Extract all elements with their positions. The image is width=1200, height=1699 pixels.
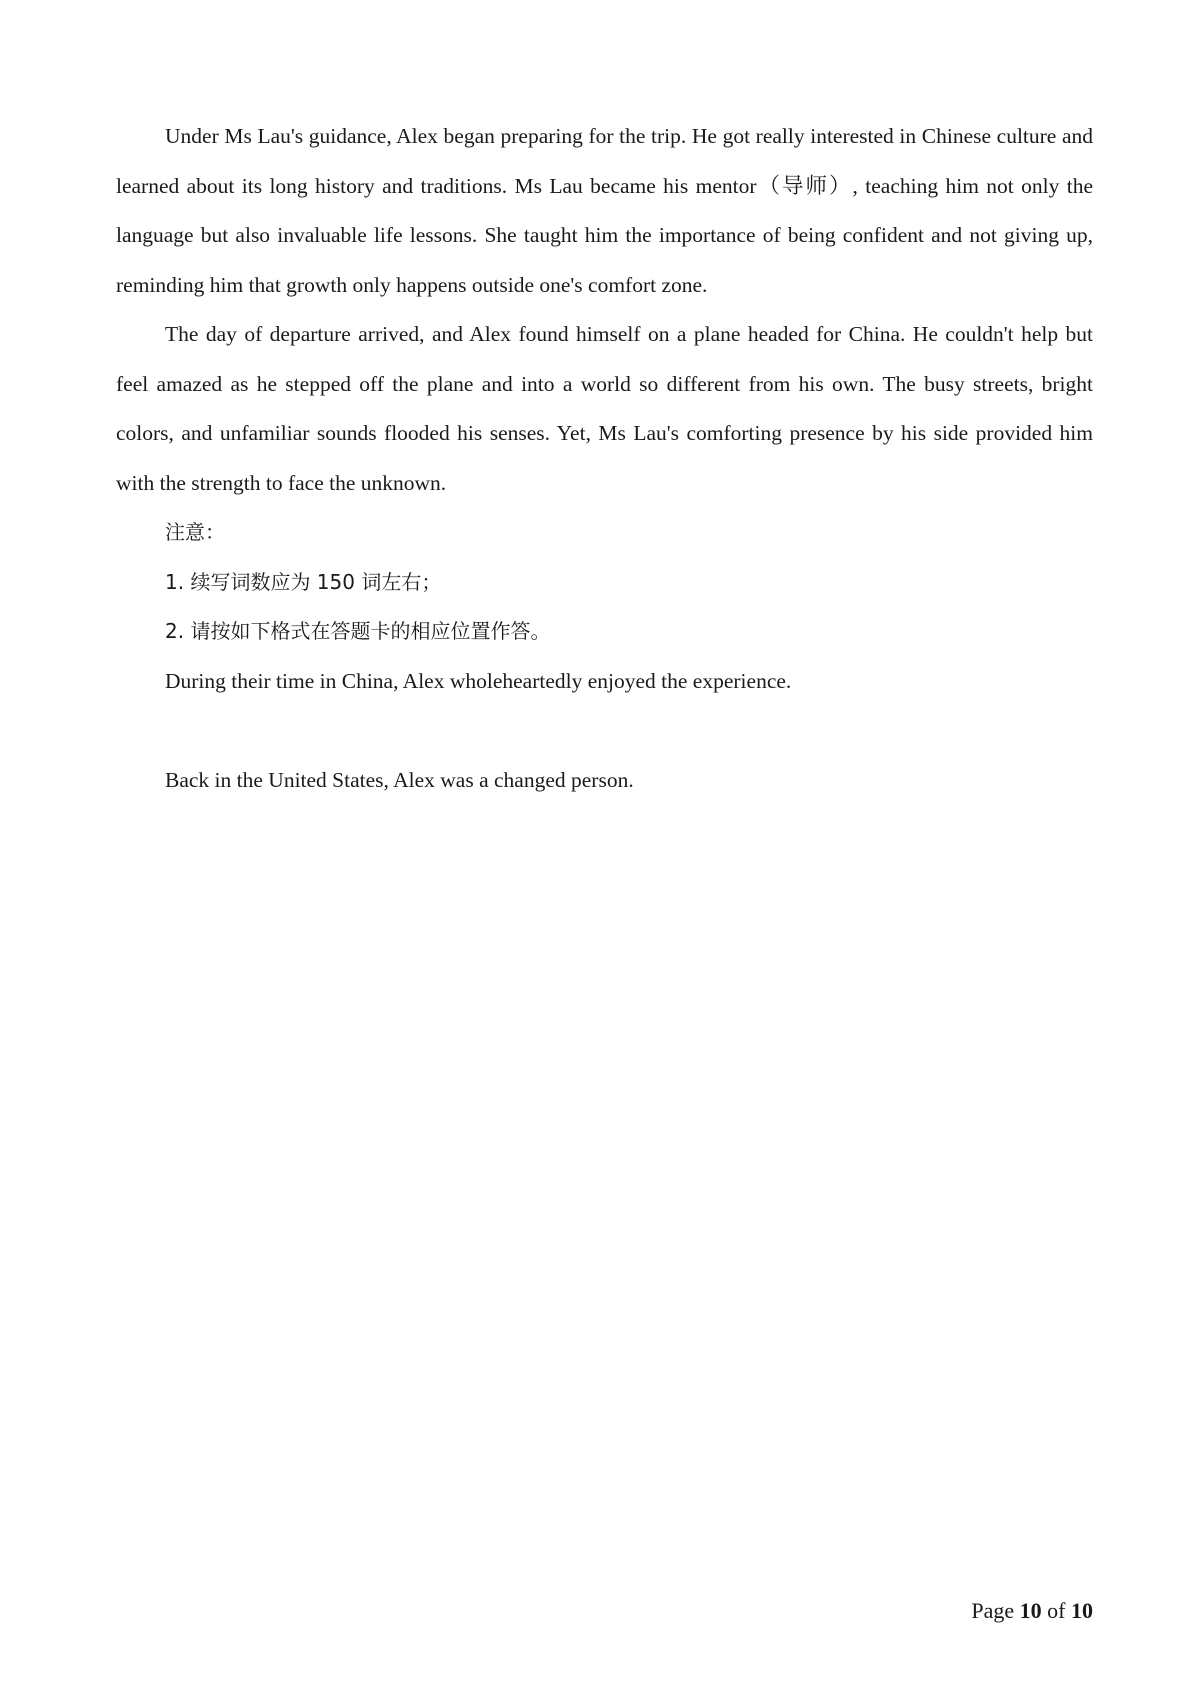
- document-body: [116, 112, 1093, 805]
- page-total: 10: [1071, 1598, 1093, 1623]
- note-item-1: 1. 续写词数应为 150 词左右；: [165, 569, 442, 594]
- answer-gap: [116, 706, 1093, 756]
- story-paragraph-2: The day of departure arrived, and Alex found himself on a plane headed for China. He couldn't help but feel amazed as he stepped off the plane and into a world so different from his own. The busy streets, bright colors, and unfamiliar sounds flooded his senses. Yet, Ms Lau's comforting presence by his side provided him with the strength to face the unknown.: [116, 322, 1093, 495]
- continuation-prompt-2: Back in the United States, Alex was a changed person.: [165, 767, 634, 792]
- page-number: [971, 1596, 1093, 1626]
- note-title: 注意：: [165, 520, 225, 544]
- of-word: of: [1047, 1598, 1066, 1623]
- continuation-prompt-1: During their time in China, Alex wholeheartedly enjoyed the experience.: [165, 668, 792, 693]
- note-item-2: 2. 请按如下格式在答题卡的相应位置作答。: [165, 619, 551, 643]
- page-current: 10: [1019, 1598, 1042, 1623]
- page-word: Page: [971, 1598, 1015, 1623]
- story-paragraph-1: Under Ms Lau's guidance, Alex began preparing for the trip. He got really interested in Chinese culture and learned about its long history and traditions. Ms Lau became his mentor（导师）, teaching him not only the language but also invaluable life lessons. She taught him the importance of being confident and not giving up, reminding him that growth only happens outside one's comfort zone.: [116, 124, 1093, 297]
